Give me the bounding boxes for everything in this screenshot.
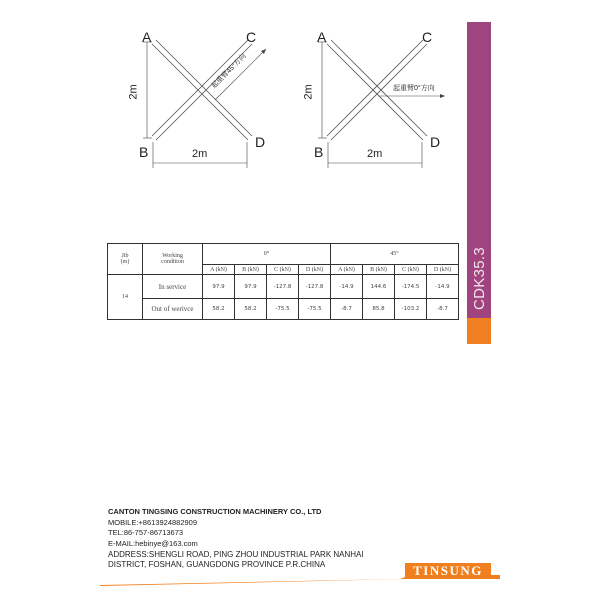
header-jib-line1: Jib bbox=[121, 253, 129, 259]
direction-0-label: 起重臂0°方向 bbox=[393, 85, 435, 92]
header-angle-45: 45° bbox=[331, 244, 459, 265]
condition-out-of-service: Out of werivce bbox=[143, 299, 203, 320]
table-row bbox=[108, 275, 459, 299]
value-cell: -127.8 bbox=[299, 275, 331, 299]
value-cell: -174.5 bbox=[395, 275, 427, 299]
value-cell: 85.8 bbox=[363, 299, 395, 320]
header-working-condition bbox=[143, 244, 203, 275]
value-cell: -75.5 bbox=[267, 299, 299, 320]
diagram-45-degree bbox=[127, 20, 280, 170]
subheader-b-45: B (kN) bbox=[363, 265, 395, 275]
company-address-line2: DISTRICT, FOSHAN, GUANGDONG PROVINCE P.R.CHINA bbox=[108, 560, 326, 569]
subheader-d-0: D (kN) bbox=[299, 265, 331, 275]
brand-name: TINSUNG bbox=[413, 563, 483, 578]
subheader-a-45: A (kN) bbox=[331, 265, 363, 275]
subheader-b-0: B (kN) bbox=[235, 265, 267, 275]
value-cell: 97.9 bbox=[203, 275, 235, 299]
company-email: E-MAIL:hebinye@163.com bbox=[108, 538, 198, 548]
point-c-label: C bbox=[246, 29, 257, 45]
value-cell: -14.9 bbox=[427, 275, 459, 299]
header-jib-line2: (m) bbox=[120, 259, 130, 265]
header-jib bbox=[108, 244, 143, 275]
value-cell: 58.2 bbox=[235, 299, 267, 320]
table-row bbox=[108, 299, 459, 320]
direction-45-label: 起重臂45°方向 bbox=[210, 52, 248, 90]
point-b-label: B bbox=[139, 144, 149, 160]
horizontal-dimension-label: 2m bbox=[192, 148, 208, 160]
subheader-a-0: A (kN) bbox=[203, 265, 235, 275]
point-a-label: A bbox=[317, 29, 327, 45]
header-angle-0: 0° bbox=[203, 244, 331, 265]
vertical-dimension-label: 2m bbox=[302, 84, 315, 100]
company-address-line1: ADDRESS:SHENGLI ROAD, PING ZHOU INDUSTRIAL PARK NANHAI bbox=[108, 550, 364, 559]
point-d-label: D bbox=[255, 134, 266, 150]
condition-in-service: In service bbox=[143, 275, 203, 299]
value-cell: -75.5 bbox=[299, 299, 331, 320]
model-label bbox=[467, 240, 491, 316]
company-name: CANTON TINGSING CONSTRUCTION MACHINERY CO., LTD bbox=[108, 507, 322, 516]
header-condition-line2: condition bbox=[161, 259, 184, 265]
value-cell: -8.7 bbox=[331, 299, 363, 320]
value-cell: -14.9 bbox=[331, 275, 363, 299]
value-cell: -8.7 bbox=[427, 299, 459, 320]
subheader-d-45: D (kN) bbox=[427, 265, 459, 275]
brand-logo bbox=[405, 563, 491, 579]
company-info bbox=[108, 507, 364, 569]
point-d-label: D bbox=[430, 134, 441, 150]
header-condition-line1: Working bbox=[162, 253, 183, 259]
point-b-label: B bbox=[314, 144, 324, 160]
value-cell: 58.2 bbox=[203, 299, 235, 320]
point-c-label: C bbox=[422, 29, 433, 45]
company-tel: TEL:86-757-86713673 bbox=[108, 528, 184, 537]
model-name: CDK35.3 bbox=[470, 246, 488, 310]
side-accent-block bbox=[467, 318, 491, 344]
load-table bbox=[107, 243, 459, 320]
value-cell: 144.6 bbox=[363, 275, 395, 299]
point-a-label: A bbox=[142, 29, 152, 45]
horizontal-dimension-label: 2m bbox=[367, 148, 383, 160]
value-cell: -127.8 bbox=[267, 275, 299, 299]
value-cell: 97.9 bbox=[235, 275, 267, 299]
value-cell: -103.2 bbox=[395, 299, 427, 320]
company-mobile: MOBILE:+8613924882909 bbox=[108, 517, 198, 527]
subheader-c-45: C (kN) bbox=[395, 265, 427, 275]
vertical-dimension-label: 2m bbox=[127, 84, 140, 100]
subheader-c-0: C (kN) bbox=[267, 265, 299, 275]
diagram-0-degree bbox=[302, 20, 455, 170]
jib-value: 14 bbox=[108, 275, 143, 320]
